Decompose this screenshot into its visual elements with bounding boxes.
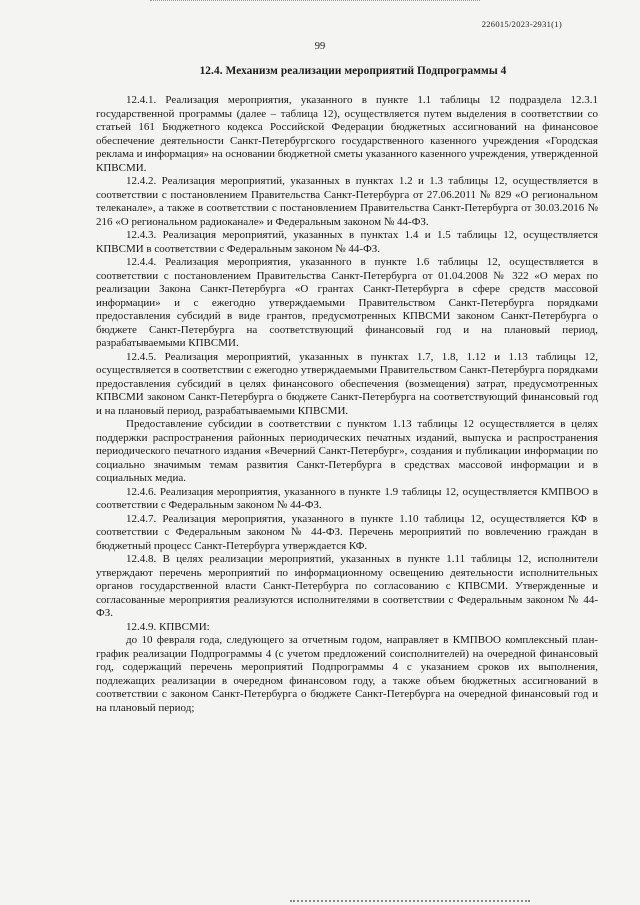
paragraph-12-4-5: 12.4.5. Реализация мероприятий, указанных в пунктах 1.7, 1.8, 1.12 и 1.13 таблицы 12, осуществляется в соответствии с ежегодно утверждаемыми Правительством Санкт-Петербурга порядками предоставления субсидий в целях финансового обеспечения (возмещения) затрат, предусмотренных КПВСМИ законом Санкт-Петербурга о бюджете Санкт-Петербурга на соответствующий финансовый год и на плановый период, разрабатываемыми КПВСМИ.	[96, 350, 598, 417]
paragraph-12-4-4: 12.4.4. Реализация мероприятия, указанного в пункте 1.6 таблицы 12, осуществляется в соответствии с постановлением Правительства Санкт-Петербурга от 01.04.2008 № 322 «О мерах по реализации Закона Санкт-Петербурга «О грантах Санкт-Петербурга в сфере средств массовой информации» и с ежегодно утверждаемыми Правительством Санкт-Петербурга порядками предоставления субсидий в виде грантов, предусмотренных КПВСМИ законом Санкт-Петербурга о бюджете Санкт-Петербурга на соответствующий финансовый год и на плановый период, разрабатываемыми КПВСМИ.	[96, 256, 598, 349]
paragraph-12-4-6: 12.4.6. Реализация мероприятия, указанного в пункте 1.9 таблицы 12, осуществляется КМПВОО в соответствии с Федеральным законом № 44-ФЗ.	[96, 485, 598, 511]
paragraph-subsidy-1-13: Предоставление субсидии в соответствии с пунктом 1.13 таблицы 12 осуществляется в целях поддержки распространения районных периодических печатных изданий, выпуска и распространения периодического печатного издания «Вечерний Санкт-Петербург», создания и публикации информации по социально значимым темам развития Санкт-Петербурга в средствах массовой информации и в социальных медиа.	[96, 418, 598, 484]
scan-edge-line-bottom	[290, 900, 530, 904]
paragraph-12-4-3: 12.4.3. Реализация мероприятий, указанных в пунктах 1.4 и 1.5 таблицы 12, осуществляется КПВСМИ в соответствии с Федеральным законом № 44-ФЗ.	[96, 229, 598, 255]
paragraph-12-4-9-item: до 10 февраля года, следующего за отчетным годом, направляет в КМПВОО комплексный план-график реализации Подпрограммы 4 (с учетом предложений соисполнителей) на очередной финансовый год, содержащий перечень мероприятий Подпрограммы 4 с указанием сроков их выполнения, подлежащих реализации в очередном финансовом году, а также объем бюджетных ассигнований в соответствии с законом Санкт-Петербурга о бюджете Санкт-Петербурга на очередной финансовый год и на плановый период;	[96, 634, 598, 714]
paragraph-12-4-8: 12.4.8. В целях реализации мероприятий, указанных в пункте 1.11 таблицы 12, исполнители утверждают перечень мероприятий по информационному освещению деятельности исполнительных органов государственной власти Санкт-Петербурга по согласованию с КПВСМИ. Утвержденные и согласованные мероприятия реализуются исполнителями в соответствии с Федеральным законом № 44-ФЗ.	[96, 553, 598, 619]
page-number: 99	[314, 41, 326, 52]
document-body	[96, 94, 598, 715]
paragraph-12-4-7: 12.4.7. Реализация мероприятия, указанного в пункте 1.10 таблицы 12, осуществляется КФ в соответствии с Федеральным законом № 44-ФЗ. Перечень мероприятий по вовлечению граждан в бюджетный процесс Санкт-Петербурга утверждается КФ.	[96, 512, 598, 552]
paragraph-12-4-9: 12.4.9. КПВСМИ:	[126, 620, 210, 633]
scan-edge-line	[150, 0, 480, 2]
section-heading: 12.4. Механизм реализации мероприятий Подпрограммы 4	[199, 65, 507, 77]
paragraph-12-4-1: 12.4.1. Реализация мероприятия, указанного в пункте 1.1 таблицы 12 подраздела 12.3.1 государственной программы (далее – таблица 12), осуществляется путем выделения в соответствии со статьей 161 Бюджетного кодекса Российской Федерации бюджетных ассигнований на финансовое обеспечение деятельности Санкт-Петербургского государственного казенного учреждения «Городская реклама и информация» на основании бюджетной сметы указанного казенного учреждения, утвержденной КПВСМИ.	[96, 94, 598, 174]
document-number: 226015/2023-2931(1)	[481, 19, 562, 29]
paragraph-12-4-2: 12.4.2. Реализация мероприятий, указанных в пунктах 1.2 и 1.3 таблицы 12, осуществляется в соответствии с постановлением Правительства Санкт-Петербурга от 27.06.2011 № 829 «О региональном телеканале», а также в соответствии с постановлением Правительства Санкт-Петербурга от 30.03.2016 № 216 «О региональном радиоканале» и Федеральным законом № 44-ФЗ.	[96, 175, 598, 228]
